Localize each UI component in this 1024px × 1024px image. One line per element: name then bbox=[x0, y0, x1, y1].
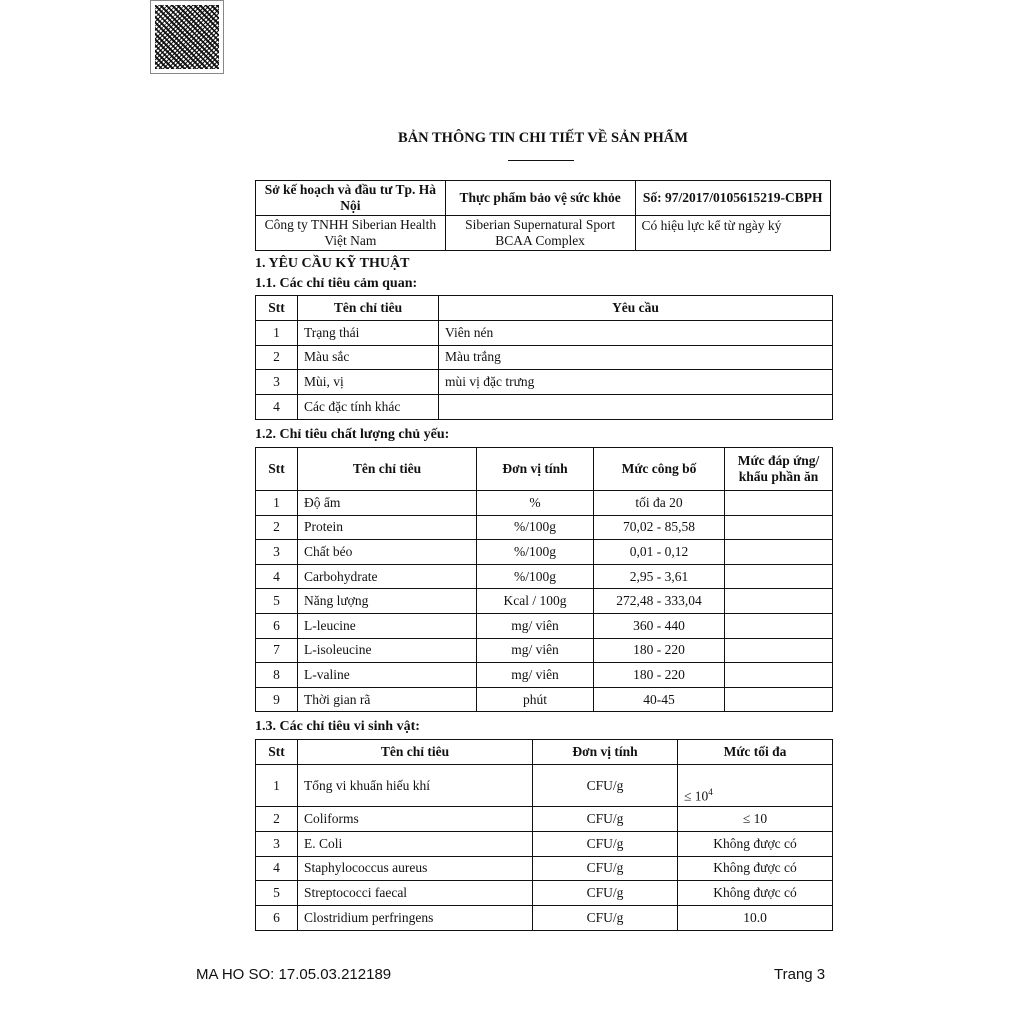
cell: CFU/g bbox=[533, 856, 678, 881]
table-row bbox=[256, 663, 833, 688]
cell: Không được có bbox=[678, 831, 833, 856]
cell: Thời gian rã bbox=[298, 687, 477, 712]
page-number: Trang 3 bbox=[774, 966, 826, 983]
col-header: Đơn vị tính bbox=[533, 740, 678, 765]
sensory-table bbox=[255, 295, 833, 420]
table-row bbox=[256, 370, 833, 395]
section-heading-1-1: 1.1. Các chỉ tiêu cảm quan: bbox=[255, 276, 418, 291]
col-header: Stt bbox=[256, 296, 298, 321]
cell: 2 bbox=[256, 807, 298, 832]
cell: %/100g bbox=[477, 540, 594, 565]
cell: L-isoleucine bbox=[298, 638, 477, 663]
cell: 272,48 - 333,04 bbox=[594, 589, 725, 614]
cell bbox=[725, 491, 833, 516]
table-row bbox=[256, 906, 833, 931]
cell bbox=[725, 589, 833, 614]
col-header: Tên chỉ tiêu bbox=[298, 296, 439, 321]
col-header: Tên chỉ tiêu bbox=[298, 740, 533, 765]
cell: 4 bbox=[256, 395, 298, 420]
cell: Kcal / 100g bbox=[477, 589, 594, 614]
cell bbox=[725, 687, 833, 712]
cell: Không được có bbox=[678, 881, 833, 906]
cell: 5 bbox=[256, 589, 298, 614]
table-row bbox=[256, 564, 833, 589]
cell: CFU/g bbox=[533, 906, 678, 931]
company-cell: Công ty TNHH Siberian Health Việt Nam bbox=[256, 216, 446, 251]
table-row bbox=[256, 540, 833, 565]
table-row bbox=[256, 613, 833, 638]
cell: % bbox=[477, 491, 594, 516]
table-row bbox=[256, 687, 833, 712]
cell: 4 bbox=[256, 856, 298, 881]
table-row bbox=[256, 345, 833, 370]
number-cell: Số: 97/2017/0105615219-CBPH bbox=[635, 181, 831, 216]
cell: Protein bbox=[298, 515, 477, 540]
cell bbox=[439, 395, 833, 420]
cell: 1 bbox=[256, 320, 298, 345]
cell: Các đặc tính khác bbox=[298, 395, 439, 420]
cell: Coliforms bbox=[298, 807, 533, 832]
col-header: Stt bbox=[256, 448, 298, 491]
cell: 3 bbox=[256, 370, 298, 395]
cell: ≤ 10 bbox=[678, 807, 833, 832]
cell: CFU/g bbox=[533, 807, 678, 832]
table-row bbox=[256, 515, 833, 540]
table-row bbox=[256, 831, 833, 856]
cell bbox=[725, 638, 833, 663]
cell: 360 - 440 bbox=[594, 613, 725, 638]
table-row bbox=[256, 638, 833, 663]
cell: 6 bbox=[256, 906, 298, 931]
col-header: Yêu cầu bbox=[439, 296, 833, 321]
col-header: Mức tối đa bbox=[678, 740, 833, 765]
cell: 2 bbox=[256, 515, 298, 540]
cell: %/100g bbox=[477, 564, 594, 589]
cell: Viên nén bbox=[439, 320, 833, 345]
cell: CFU/g bbox=[533, 765, 678, 807]
exponent: 4 bbox=[708, 786, 713, 797]
cell: 1 bbox=[256, 765, 298, 807]
col-header: Mức công bố bbox=[594, 448, 725, 491]
section-heading-1-2: 1.2. Chỉ tiêu chất lượng chủ yếu: bbox=[255, 427, 450, 442]
cell: Tổng vi khuẩn hiếu khí bbox=[298, 765, 533, 807]
cell: 5 bbox=[256, 881, 298, 906]
file-number: MA HO SO: 17.05.03.212189 bbox=[196, 966, 392, 983]
cell: 3 bbox=[256, 540, 298, 565]
cell: Trạng thái bbox=[298, 320, 439, 345]
cell: phút bbox=[477, 687, 594, 712]
cell: 180 - 220 bbox=[594, 663, 725, 688]
cell bbox=[725, 613, 833, 638]
section-heading-1-3: 1.3. Các chỉ tiêu vi sinh vật: bbox=[255, 719, 420, 734]
col-header: Stt bbox=[256, 740, 298, 765]
cell: Màu trắng bbox=[439, 345, 833, 370]
cell: 2,95 - 3,61 bbox=[594, 564, 725, 589]
cell: Staphylococcus aureus bbox=[298, 856, 533, 881]
cell: 40-45 bbox=[594, 687, 725, 712]
cell: mùi vị đặc trưng bbox=[439, 370, 833, 395]
cell: Streptococci faecal bbox=[298, 881, 533, 906]
cell: Năng lượng bbox=[298, 589, 477, 614]
cell: Màu sắc bbox=[298, 345, 439, 370]
cell: 4 bbox=[256, 564, 298, 589]
cell: mg/ viên bbox=[477, 638, 594, 663]
cell: 180 - 220 bbox=[594, 638, 725, 663]
title-underline bbox=[508, 160, 574, 161]
cell: 9 bbox=[256, 687, 298, 712]
validity-cell: Có hiệu lực kể từ ngày ký bbox=[635, 216, 831, 251]
micro-table bbox=[255, 739, 833, 931]
cell: 3 bbox=[256, 831, 298, 856]
cell: 7 bbox=[256, 638, 298, 663]
cell: mg/ viên bbox=[477, 613, 594, 638]
cell: tối đa 20 bbox=[594, 491, 725, 516]
col-header: Tên chỉ tiêu bbox=[298, 448, 477, 491]
cell: L-leucine bbox=[298, 613, 477, 638]
cell: CFU/g bbox=[533, 881, 678, 906]
table-row bbox=[256, 589, 833, 614]
document-title: BẢN THÔNG TIN CHI TIẾT VỀ SẢN PHẨM bbox=[398, 130, 688, 146]
cell: 6 bbox=[256, 613, 298, 638]
table-row bbox=[256, 320, 833, 345]
cell: Mùi, vị bbox=[298, 370, 439, 395]
col-header: Đơn vị tính bbox=[477, 448, 594, 491]
max-value: ≤ 10 bbox=[684, 788, 709, 803]
cell: L-valine bbox=[298, 663, 477, 688]
cell: 8 bbox=[256, 663, 298, 688]
cell: Carbohydrate bbox=[298, 564, 477, 589]
cell: mg/ viên bbox=[477, 663, 594, 688]
table-row bbox=[256, 765, 833, 807]
cell bbox=[725, 515, 833, 540]
cell: E. Coli bbox=[298, 831, 533, 856]
cell: %/100g bbox=[477, 515, 594, 540]
cell: 0,01 - 0,12 bbox=[594, 540, 725, 565]
authority-cell: Sở kế hoạch và đầu tư Tp. Hà Nội bbox=[256, 181, 446, 216]
table-row bbox=[256, 491, 833, 516]
cell: CFU/g bbox=[533, 831, 678, 856]
product-cell: Siberian Supernatural Sport BCAA Complex bbox=[445, 216, 635, 251]
cell: Clostridium perfringens bbox=[298, 906, 533, 931]
cell bbox=[678, 765, 833, 807]
cell: Chất béo bbox=[298, 540, 477, 565]
qr-code bbox=[150, 0, 224, 74]
table-row bbox=[256, 807, 833, 832]
table-row bbox=[256, 395, 833, 420]
category-cell: Thực phẩm bảo vệ sức khỏe bbox=[445, 181, 635, 216]
header-table bbox=[255, 180, 831, 251]
cell: 2 bbox=[256, 345, 298, 370]
section-heading-1: 1. YÊU CẦU KỸ THUẬT bbox=[255, 256, 410, 271]
cell: Không được có bbox=[678, 856, 833, 881]
cell: 70,02 - 85,58 bbox=[594, 515, 725, 540]
cell bbox=[725, 540, 833, 565]
cell: 10.0 bbox=[678, 906, 833, 931]
cell: 1 bbox=[256, 491, 298, 516]
table-row bbox=[256, 881, 833, 906]
cell: Độ ẩm bbox=[298, 491, 477, 516]
cell bbox=[725, 564, 833, 589]
col-header: Mức đáp ứng/ khẩu phần ăn bbox=[725, 448, 833, 491]
cell bbox=[725, 663, 833, 688]
quality-table bbox=[255, 447, 833, 712]
table-row bbox=[256, 856, 833, 881]
